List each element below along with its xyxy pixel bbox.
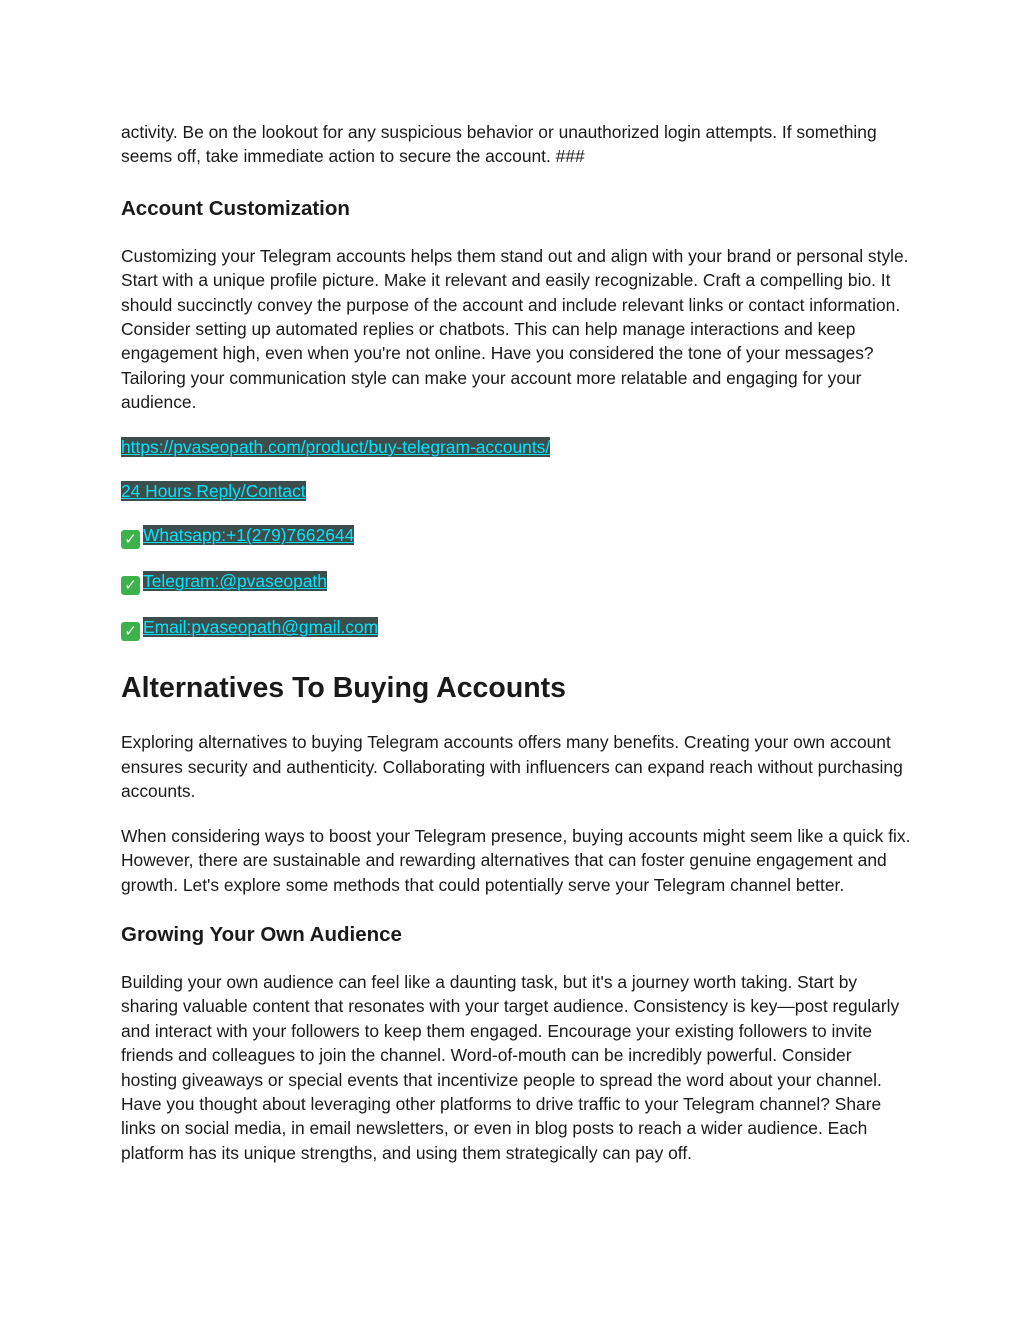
email-highlight	[143, 617, 378, 637]
check-mark-icon: ✓	[121, 576, 140, 595]
email-link[interactable]: Email:pvaseopath@gmail.com	[143, 617, 379, 638]
alternatives-paragraph-1: Exploring alternatives to buying Telegram accounts offers many benefits. Creating your own account ensures security and authenticity. Collaborating with influencers can expand reach without purchasing accounts.	[121, 732, 903, 802]
telegram-line	[121, 569, 911, 595]
telegram-link[interactable]: Telegram:@pvaseopath	[143, 571, 327, 592]
reply-contact-highlight	[121, 481, 306, 501]
reply-contact-link[interactable]: 24 Hours Reply/Contact	[121, 481, 306, 502]
document-page	[121, 120, 911, 1165]
check-mark-icon: ✓	[121, 530, 140, 549]
product-link-line	[121, 435, 911, 459]
reply-contact-line	[121, 479, 911, 503]
customization-paragraph: Customizing your Telegram accounts helps them stand out and align with your brand or personal style. Start with a unique profile picture. Make it relevant and easily recognizable. Craft a compelling bio. It should succinctly convey the purpose of the account and include relevant links or contact information. Consider setting up automated replies or chatbots. This can help manage interactions and keep engagement high, even when you're not online. Have you considered the tone of your messages? Tailoring your communication style can make your account more relatable and engaging for your audience.	[121, 245, 909, 413]
growing-heading: Growing Your Own Audience	[121, 922, 402, 946]
check-mark-icon: ✓	[121, 622, 140, 641]
telegram-highlight	[143, 571, 327, 591]
intro-paragraph: activity. Be on the lookout for any suspicious behavior or unauthorized login attempts. If something seems off, take immediate action to secure the account. ###	[121, 122, 877, 167]
whatsapp-highlight	[143, 525, 354, 545]
customization-heading: Account Customization	[121, 196, 350, 220]
whatsapp-link[interactable]: Whatsapp:+1(279)7662644	[143, 525, 355, 546]
growing-paragraph: Building your own audience can feel like a daunting task, but it's a journey worth taking. Start by sharing valuable content that resonates with your target audience. Consistency is key—post regularly and interact with your followers to keep them engaged. Encourage your existing followers to invite friends and colleagues to join the channel. Word-of-mouth can be incredibly powerful. Consider hosting giveaways or special events that incentivize people to spread the word about your channel. Have you thought about leveraging other platforms to drive traffic to your Telegram channel? Share links on social media, in email newsletters, or even in blog posts to reach a wider audience. Each platform has its unique strengths, and using them strategically can pay off.	[121, 971, 900, 1163]
email-line	[121, 615, 911, 641]
whatsapp-line	[121, 523, 911, 549]
product-link-highlight	[121, 437, 550, 457]
alternatives-heading: Alternatives To Buying Accounts	[121, 672, 566, 705]
alternatives-paragraph-2: When considering ways to boost your Telegram presence, buying accounts might seem like a quick fix. However, there are sustainable and rewarding alternatives that can foster genuine engagement and growth. Let's explore some methods that could potentially serve your Telegram channel better.	[121, 825, 911, 895]
product-link[interactable]: https://pvaseopath.com/product/buy-telegram-accounts/	[121, 436, 551, 457]
